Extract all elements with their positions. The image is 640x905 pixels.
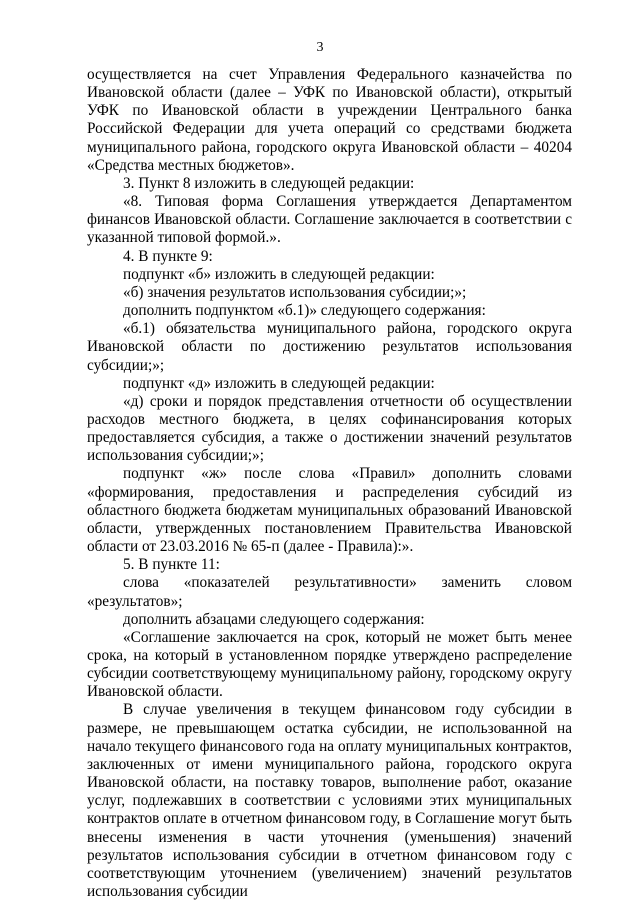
paragraph: подпункт «б» изложить в следующей редакции: — [123, 265, 435, 283]
paragraph: «8. Типовая форма Соглашения утверждается Департаментом финансов Ивановской области. Соглашение заключается в соответствии с указанной типовой формой.». — [87, 193, 572, 247]
paragraph: 5. В пункте 11: — [123, 556, 220, 574]
paragraph: осуществляется на счет Управления Федерального казначейства по Ивановской области (далее – УФК по Ивановской области), открытый УФК по Ивановской области в учреждении Центрального банка Российской Федерации для учета операций со средствами бюджета муниципального района, городского округа Ивановской области – 40204 «Средства местных бюджетов». — [87, 66, 572, 174]
paragraph: «Соглашение заключается на срок, который не может быть менее срока, на который в установленном порядке утверждено распределение субсидии соответствующему муниципальному району, городскому округу Ивановской области. — [87, 628, 572, 701]
paragraph: В случае увеличения в текущем финансовом году субсидии в размере, не превышающем остатка субсидии, не использованной на начало текущего финансового года на оплату муниципальных контрактов, заключенных от имени муниципального района, городского округа Ивановской области, на поставку товаров, выполнение работ, оказание услуг, подлежавших в соответствии с условиями этих муниципальных контрактов оплате в отчетном финансовом году, в Соглашение могут быть внесены изменения в части уточнения (уменьшения) значений результатов использования субсидии в отчетном финансовом году с соответствующим уточнением (увеличением) значений результатов использования субсидии — [87, 701, 572, 901]
page-number: 3 — [316, 40, 324, 55]
paragraph: «б.1) обязательства муниципального района, городского округа Ивановской области по достижению результатов использования субсидии;»; — [87, 320, 572, 374]
paragraph: 4. В пункте 9: — [123, 247, 213, 265]
paragraph: подпункт «д» изложить в следующей редакции: — [123, 374, 435, 392]
document-body — [87, 66, 572, 901]
paragraph: 3. Пункт 8 изложить в следующей редакции: — [123, 174, 415, 192]
paragraph: слова «показателей результативности» заменить словом «результатов»; — [87, 574, 572, 610]
paragraph: подпункт «ж» после слова «Правил» дополнить словами «формирования, предоставления и распределения субсидий из областного бюджета бюджетам муниципальных образований Ивановской области, утвержденных постановлением Правительства Ивановской области от 23.03.2016 № 65-п (далее - Правила):». — [87, 465, 572, 556]
paragraph: дополнить абзацами следующего содержания: — [123, 610, 425, 628]
paragraph: дополнить подпунктом «б.1)» следующего содержания: — [123, 302, 486, 320]
paragraph: «д) сроки и порядок представления отчетности об осуществлении расходов местного бюджета, в целях софинансирования которых предоставляется субсидия, а также о достижении значений результатов использования субсидии;»; — [87, 392, 572, 465]
paragraph: «б) значения результатов использования субсидии;»; — [123, 283, 467, 301]
